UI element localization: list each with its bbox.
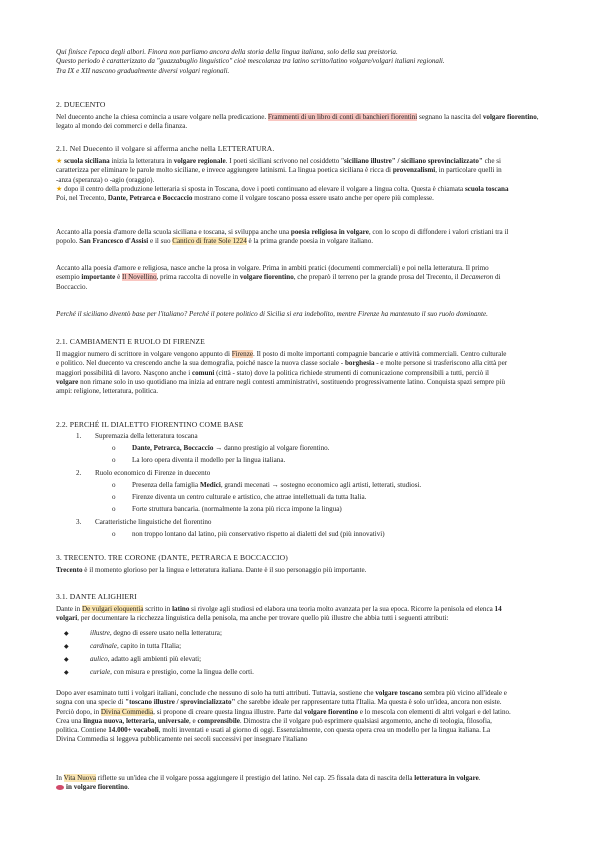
diamond-icon: ◆	[64, 670, 69, 676]
star-icon: ★	[56, 157, 63, 165]
list-item: Forte struttura bancaria. (normalmente la zona più ricca impone la lingua)	[132, 505, 342, 513]
paragraph: ★ scuola siciliana inizia la letteratura in volgare regionale. I poeti siciliani scrivono nel cosiddetto "siciliano illustre" / siciliano sprovincializzato" che si caratterizza per eliminare le parole molto siciliane, e invece aggiungere latinismi. La lingua poetica siciliana è ricca di provenzalismi, in particolare quelli in -anza (speranza) o -agio (oraggio). ★ dopo il centro della produzione letteraria si sposta in Toscana, dove i poeti continuano ad elevare il volgare a lingua colta. Questa è chiamata scuola toscana Poi, nel Trecento, Dante, Petrarca e Boccaccio mostrano come il volgare toscano possa essere usato anche per opere più complesse.	[56, 157, 509, 203]
paragraph: Trecento è il momento glorioso per la lingua e letteratura italiana. Dante è il suo personaggio più importante.	[56, 566, 367, 574]
paragraph: Nel duecento anche la chiesa comincia a usare volgare nella predicazione. Frammenti di un libro di conti di banchieri fiorentini segnano la nascita del volgare fiorentino, legato al mondo dei commerci e della finanza.	[56, 113, 539, 131]
list-item: Supremazia della letteratura toscana	[95, 432, 198, 440]
highlight: Firenze	[231, 350, 254, 358]
section-heading: 2. DUECENTO	[56, 100, 106, 109]
intro-line: Questo periodo è caratterizzato da "guazzabuglio linguistico" cioè mescolanza tra latino scritto/latino volgare/volgari italiani regionali.	[56, 57, 445, 66]
highlight: Divina Commedia	[100, 707, 154, 716]
list-item: curiale, con misura e prestigio, come la lingua delle corti.	[90, 668, 254, 676]
list-item: cardinale, capito in tutta l'Italia;	[90, 642, 182, 650]
section-heading: 2.1. Nel Duecento il volgare si afferma anche nella LETTERATURA.	[56, 144, 275, 153]
intro-line: Tra IX e XII nascono gradualmente diversi volgari regionali.	[56, 66, 230, 75]
highlight: De vulgari eloquentia	[82, 605, 144, 613]
document-page: Qui finisce l'epoca degli albori. Finora non parliamo ancora della storia della lingua italiana, solo della sua preistoria. Questo periodo è caratterizzato da "guazzabuglio linguistico" cioè mescolanza tra latino scritto/latino volgare/volgari italiani regionali. Tra IX e XII nascono gradualmente diversi volgari regionali. 2. DUECENTO Nel duecento anche la chiesa comincia a usare volgare nella predicazione. Frammenti di un libro di conti di banchieri fiorentini segnano la nascita del volgare fiorentino, legato al mondo dei commerci e della finanza. 2.1. Nel Duecento il volgare si afferma anche nella LETTERATURA. ★ scuola siciliana inizia la letteratura in volgare regionale. I poeti siciliani scrivono nel cosiddetto "siciliano illustre" / siciliano sprovincializzato" che si caratterizza per eliminare le parole molto siciliane, e invece aggiungere latinismi. La lingua poetica siciliana è ricca di provenzalismi, in particolare quelli in -anza (speranza) o -agio (oraggio). ★ dopo il centro della produzione letteraria si sposta in Toscana, dove i poeti continuano ad elevare il volgare a lingua colta. Questa è chiamata scuola toscana Poi, nel Trecento, Dante, Petrarca e Boccaccio mostrano come il volgare toscano possa essere usato anche per opere più complesse. Accanto alla poesia d'amore della scuola siciliana e toscana, si sviluppa anche una poesia religiosa in volgare, con lo scopo di diffondere i valori cristiani tra il popolo. San Francesco d'Assisi e il suo Cantico di frate Sole 1224 è la prima grande poesia in volgare italiano. Accanto alla poesia d'amore e religiosa, nasce anche la prosa in volgare. Prima in ambiti pratici (documenti commerciali) e poi nella letteratura. Il primo esempio importante è Il Novellino, prima raccolta di novelle in volgare fiorentino, che preparò il terreno per la grande prosa del Trecento, il Decameron di Boccaccio. Perché il siciliano diventò base per l'italiano? Perché il potere politico di Sicilia si era indebolito, mentre Firenze ha mantenuto il suo ruolo dominante. 2.1. CAMBIAMENTI E RUOLO DI FIRENZE Il maggior numero di scrittore in volgare vengono appunto di Firenze. Il posto di molte importanti compagnie bancarie e attività commerciali. Centro culturale e politico. Nel duecento va crescendo anche la sua demografia, poiché nasce la nuova classe sociale - borghesia - e molte persone si trasferiscono alla città per maggiori possibilità di lavoro. Nasçono anche i comuni (città - stato) dove la politica richiede strumenti di comunicazione comprensibili a tutti, perciò il volgare non rimane solo in uso quotidiano ma inizia ad entrare negli contesti amministrativi, sostituendo progressivamente latino. Conquista spazi sempre più ampi: religione, letteratura, politica. 2.2. PERCHÉ IL DIALETTO FIORENTINO COME BASE 1. Supremazia della letteratura toscana o Dante, Petrarca, Boccaccio → danno prestigio al volgare fiorentino. o La loro opera diventa il modello per la lingua italiana. 2. Ruolo economico di Firenze in duecento o Presenza della famiglia Medici, grandi mecenati → sostegno economico agli artisti, letterati, studiosi. o Firenze diventa un centro culturale e artistico, che attrae intellettuali da tutta Italia. o Forte struttura bancaria. (normalmente la zona più ricca impone la lingua) 3. Caratteristiche linguistiche del fiorentino o non troppo lontano dal latino, più conservativo rispetto ai dialetti del sud (più innovativi) 3. TRECENTO. TRE CORONE (DANTE, PETRARCA E BOCCACCIO) Trecento è il momento glorioso per la lingua e letteratura italiana. Dante è il suo personaggio più importante. 3.1. DANTE ALIGHIERI Dante in De vulgari eloquentia scritto in latino si rivolge agli studiosi ed elabora una teoria molto avanzata per la sua epoca. Ricorre la penisola ed elenca 14 volgari, per documentare la ricchezza linguistica della penisola, ma anche per trovare quello più illustre che abbia tutti i seguenti attributi: ◆ illustre, degno di essere usato nella letteratura; ◆ cardinale, capito in tutta l'Italia; ◆ aulico, adatto agli ambienti più elevati; ◆ curiale, con misura e prestigio, come la lingua delle corti. Dopo aver esaminato tutti i volgari italiani, conclude che nessuno di solo ha tutti attributi. Tuttavia, sostiene che volgare toscano sembra più vicino all'ideale e sogna con una specie di "toscano illustre / sprovincializzato" che sarebbe ideale per rappresentare tutta l'Italia. Ma questa è solo un'idea, ancora non esiste. Perciò dopo, in Divina Commedia, si propone di creare questa lingua illustre. Parte dal volgare fiorentino e lo mescola con elementi di altri volgari e del latino. Crea una lingua nuova, letteraria, universale, e comprensibile. Dimostra che il volgare può esprimere qualsiasi argomento, anche di teologia, filosofia, politica. Contiene 14.000+ vocaboli, molti inventati e usati al giorno di oggi. Essenzialmente, con questa opera crea un modello per la lingua italiana. La Divina Commedia si leggeva pubblicamente nei secoli successivi per insegnare l'italiano In Vita Nuova riflette su un'idea che il volgare possa aggiungere il prestigio del latino. Nel cap. 25 fissala data di nascita della letteratura in volgare. in volgare fiorentino.	[0, 0, 600, 848]
section-heading: 3. TRECENTO. TRE CORONE (DANTE, PETRARCA E BOCCACCIO)	[56, 553, 288, 562]
diamond-icon: ◆	[64, 657, 69, 663]
question-note: Perché il siciliano diventò base per l'italiano? Perché il potere politico di Sicilia si era indebolito, mentre Firenze ha mantenuto il suo ruolo dominante.	[56, 310, 488, 318]
diamond-icon: ◆	[64, 631, 69, 637]
section-heading: 3.1. DANTE ALIGHIERI	[56, 592, 137, 601]
paragraph: Dopo aver esaminato tutti i volgari italiani, conclude che nessuno di solo ha tutti attributi. Tuttavia, sostiene che volgare toscano sembra più vicino all'ideale e sogna con una specie di "toscano illustre / sprovincializzato" che sarebbe ideale per rappresentare tutta l'Italia. Ma questa è solo un'idea, ancora non esiste. Perciò dopo, in Divina Commedia, si propone di creare questa lingua illustre. Parte dal volgare fiorentino e lo mescola con elementi di altri volgari e del latino. Crea una lingua nuova, letteraria, universale, e comprensibile. Dimostra che il volgare può esprimere qualsiasi argomento, anche di teologia, filosofia, politica. Contiene 14.000+ vocaboli, molti inventati e usati al giorno di oggi. Essenzialmente, con questa opera crea un modello per la lingua italiana. La Divina Commedia si leggeva pubblicamente nei secoli successivi per insegnare l'italiano	[56, 689, 511, 744]
intro-line: Qui finisce l'epoca degli albori. Finora non parliamo ancora della storia della lingua italiana, solo della sua preistoria.	[56, 48, 398, 56]
list-item: non troppo lontano dal latino, più conservativo rispetto ai dialetti del sud (più innovativi)	[132, 530, 385, 538]
diamond-icon: ◆	[64, 644, 69, 650]
list-item: aulico, adatto agli ambienti più elevati;	[90, 655, 202, 663]
paragraph: In Vita Nuova riflette su un'idea che il volgare possa aggiungere il prestigio del latino. Nel cap. 25 fissala data di nascita della letteratura in volgare. in volgare fiorentino.	[56, 774, 481, 792]
highlight: Cantico di frate Sole 1224	[172, 237, 247, 246]
section-heading: 2.1. CAMBIAMENTI E RUOLO DI FIRENZE	[56, 337, 205, 346]
highlight: Vita Nuova	[63, 774, 97, 782]
lips-icon	[56, 785, 64, 790]
paragraph: Dante in De vulgari eloquentia scritto in latino si rivolge agli studiosi ed elabora una teoria molto avanzata per la sua epoca. Ricorre la penisola ed elenca 14 volgari, per documentare la ricchezza linguistica della penisola, ma anche per trovare quello più illustre che abbia tutti i seguenti attributi:	[56, 605, 502, 623]
section-heading: 2.2. PERCHÉ IL DIALETTO FIORENTINO COME BASE	[56, 420, 244, 429]
list-item: Presenza della famiglia Medici, grandi mecenati → sostegno economico agli artisti, letterati, studiosi.	[132, 481, 422, 489]
intro-paragraph	[56, 48, 546, 76]
highlight: Il Novellino	[122, 273, 157, 282]
list-item: Firenze diventa un centro culturale e artistico, che attrae intellettuali da tutta Italia.	[132, 493, 367, 501]
list-item: Dante, Petrarca, Boccaccio → danno prestigio al volgare fiorentino.	[132, 444, 330, 452]
list-item: La loro opera diventa il modello per la lingua italiana.	[132, 456, 286, 464]
list-item: illustre, degno di essere usato nella letteratura;	[90, 629, 222, 637]
list-item: Ruolo economico di Firenze in duecento	[95, 469, 211, 477]
paragraph: Il maggior numero di scrittore in volgare vengono appunto di Firenze. Il posto di molte importanti compagnie bancarie e attività commerciali. Centro culturale e politico. Nel duecento va crescendo anche la sua demografia, poiché nasce la nuova classe sociale - borghesia - e molte persone si trasferiscono alla città per maggiori possibilità di lavoro. Nasçono anche i comuni (città - stato) dove la politica richiede strumenti di comunicazione comprensibili a tutti, perciò il volgare non rimane solo in uso quotidiano ma inizia ad entrare negli contesti amministrativi, sostituendo progressivamente latino. Conquista spazi sempre più ampi: religione, letteratura, politica.	[56, 350, 508, 396]
paragraph: Accanto alla poesia d'amore e religiosa, nasce anche la prosa in volgare. Prima in ambiti pratici (documenti commerciali) e poi nella letteratura. Il primo esempio importante è Il Novellino, prima raccolta di novelle in volgare fiorentino, che preparò il terreno per la grande prosa del Trecento, il Decameron di Boccaccio.	[56, 264, 501, 291]
paragraph: Accanto alla poesia d'amore della scuola siciliana e toscana, si sviluppa anche una poesia religiosa in volgare, con lo scopo di diffondere i valori cristiani tra il popolo. San Francesco d'Assisi e il suo Cantico di frate Sole 1224 è la prima grande poesia in volgare italiano.	[56, 228, 509, 246]
star-icon: ★	[56, 184, 63, 193]
highlight: Frammenti di un libro di conti di banchieri fiorentini	[267, 113, 418, 121]
list-item: Caratteristiche linguistiche del fiorentino	[95, 518, 212, 526]
